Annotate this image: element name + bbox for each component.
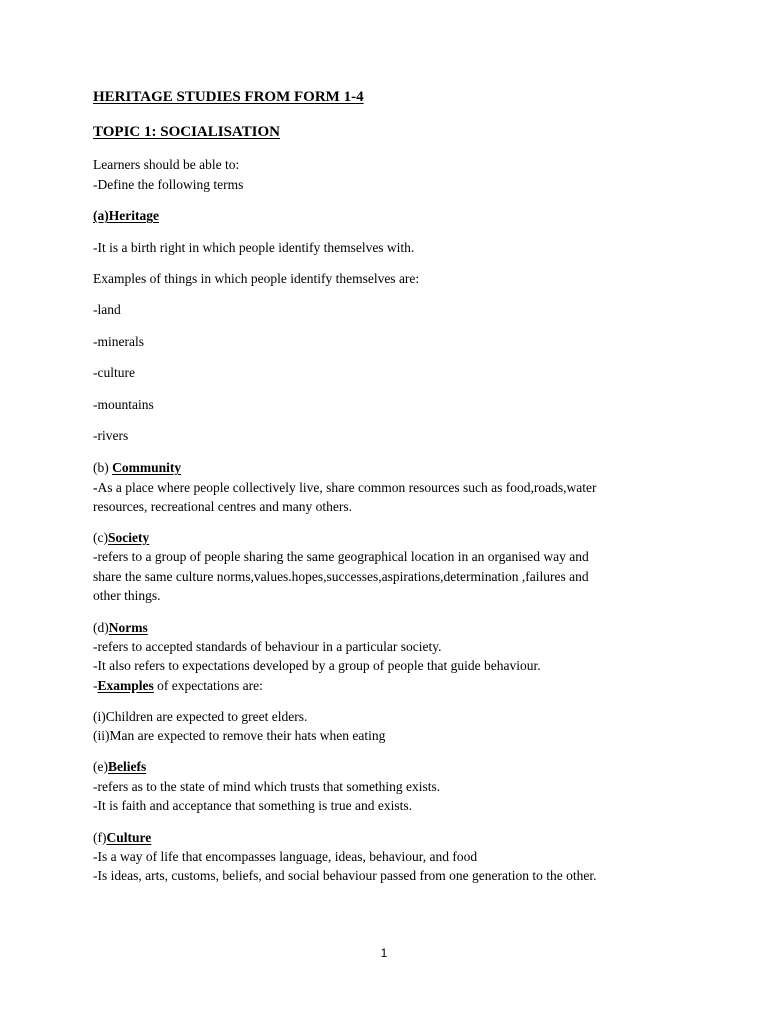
- beliefs-heading: [93, 759, 146, 775]
- community-dash: -: [93, 480, 98, 495]
- culture-prefix: (f): [93, 830, 107, 845]
- culture-heading: [93, 830, 151, 846]
- community-prefix: (b): [93, 460, 113, 475]
- topic-heading: TOPIC 1: SOCIALISATION: [93, 124, 280, 140]
- intro-line-1: Learners should be able to:: [93, 157, 240, 172]
- norms-examples-word: Examples: [97, 678, 154, 693]
- intro-line-2: -Define the following terms: [93, 177, 244, 192]
- society-line: share the same culture norms,values.hopes,successes,aspirations,determination ,failures and: [93, 569, 589, 584]
- beliefs-line: -It is faith and acceptance that something is true and exists.: [93, 798, 413, 813]
- norms-line: -refers to accepted standards of behaviour in a particular society.: [93, 639, 442, 654]
- norms-prefix: (d): [93, 620, 109, 635]
- heritage-examples-intro: Examples of things in which people identify themselves are:: [93, 271, 420, 286]
- society-term: Society: [107, 530, 150, 545]
- society-prefix: (c): [93, 530, 108, 545]
- culture-line: -Is ideas, arts, customs, beliefs, and social behaviour passed from one generation to the other.: [93, 868, 597, 883]
- heritage-example-item: -mountains: [93, 397, 154, 412]
- norms-examples-rest: of expectations are:: [153, 678, 263, 693]
- community-line: resources, recreational centres and many others.: [93, 499, 353, 514]
- culture-line: -Is a way of life that encompasses language, ideas, behaviour, and food: [93, 849, 478, 864]
- community-heading: [93, 460, 181, 476]
- culture-term: Culture: [106, 830, 152, 845]
- page-number: 1: [380, 946, 388, 960]
- document-title: HERITAGE STUDIES FROM FORM 1-4: [93, 89, 364, 105]
- heritage-example-item: -culture: [93, 365, 135, 380]
- norms-examples-intro: [93, 678, 263, 694]
- heritage-heading: (a)Heritage: [93, 208, 159, 223]
- norms-heading: [93, 620, 148, 636]
- norms-example-item: (i)Children are expected to greet elders.: [93, 709, 308, 724]
- beliefs-line: -refers as to the state of mind which trusts that something exists.: [93, 779, 441, 794]
- community-text: As a place where people collectively live, share common resources such as food,roads,water: [97, 480, 597, 495]
- norms-examples-dash: -: [93, 678, 98, 693]
- norms-example-item: (ii)Man are expected to remove their hats when eating: [93, 728, 386, 743]
- beliefs-term: Beliefs: [107, 759, 147, 774]
- community-line: [93, 480, 596, 496]
- heritage-example-item: -minerals: [93, 334, 144, 349]
- norms-term: Norms: [108, 620, 148, 635]
- society-line: -refers to a group of people sharing the same geographical location in an organised way and: [93, 549, 589, 564]
- heritage-definition: -It is a birth right in which people identify themselves with.: [93, 240, 415, 255]
- community-term: Community: [112, 460, 182, 475]
- society-heading: [93, 530, 149, 546]
- heritage-example-item: -land: [93, 302, 121, 317]
- heritage-example-item: -rivers: [93, 428, 129, 443]
- society-line: other things.: [93, 588, 161, 603]
- norms-line: -It also refers to expectations developed by a group of people that guide behaviour.: [93, 658, 541, 673]
- beliefs-prefix: (e): [93, 759, 108, 774]
